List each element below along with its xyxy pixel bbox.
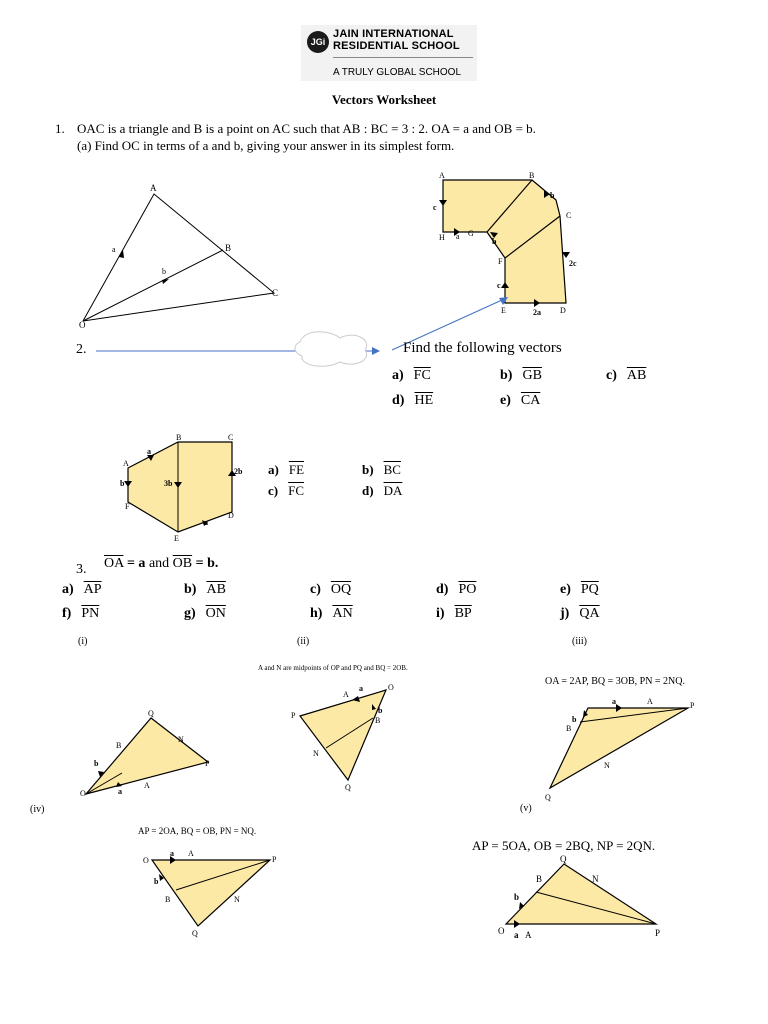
q1-number: 1.	[55, 121, 65, 136]
tri-iii-b-vec: b	[572, 715, 577, 724]
fig1-label-b-point: B	[225, 243, 232, 253]
q2-number: 2.	[76, 342, 87, 357]
q3-item-j: j) $\overline{QA}$	[560, 606, 600, 621]
fig3-label-2b: 2b	[234, 467, 243, 476]
fig2-label-b-vec: b	[492, 237, 497, 246]
q2-item-d: d) $\overline{HE}$	[392, 393, 434, 408]
tri-iv-p: P	[272, 855, 277, 864]
q3-item-b: b) $\overline{AB}$	[184, 582, 226, 597]
triangle-iv-figure	[140, 844, 290, 940]
fig2-label-a-vec: a	[456, 232, 460, 241]
tri-v-a-vec: a	[514, 930, 519, 940]
tri-i-a: A	[144, 781, 150, 790]
tri-iv-a-vec: a	[170, 849, 174, 858]
fig2-label-f: F	[498, 257, 503, 266]
tri-ii-b-vec: b	[378, 706, 383, 715]
triangle-iii-figure	[540, 694, 710, 804]
q3-item-e: e) $\overline{PQ}$	[560, 582, 599, 597]
fig3-label-e: E	[174, 534, 179, 543]
fig2-label-b: B	[529, 171, 535, 180]
q1-line1: OAC is a triangle and B is a point on AC such that AB : BC = 3 : 2. OA = a and OB = b.	[77, 121, 536, 136]
tri-iv-b: B	[165, 895, 171, 904]
page-title: Vectors Worksheet	[331, 92, 437, 107]
subfig-label-ii: (ii)	[297, 636, 310, 647]
fig2-label-h: H	[439, 233, 445, 242]
school-logo	[301, 25, 477, 81]
fig2-label-e: E	[501, 306, 506, 315]
fig2-label-d: D	[560, 306, 566, 315]
fig2-label-c2-vec: c	[497, 281, 501, 290]
tri-i-p: P	[205, 759, 210, 768]
fig3-label-a-vec: a	[147, 447, 151, 456]
tri-ii-p: P	[291, 711, 296, 720]
q2-heading: Find the following vectors	[403, 340, 562, 356]
fig2-label-c-vec: c	[433, 203, 437, 212]
logo-line1: JAIN INTERNATIONAL	[333, 28, 454, 40]
fig3-label-a: A	[123, 459, 129, 468]
logo-line2: RESIDENTIAL SCHOOL	[333, 40, 460, 52]
tri-v-a: A	[525, 930, 532, 940]
fig1-label-b-vec: b	[162, 267, 166, 276]
fig3-item-a: a) $\overline{FE}$	[268, 462, 305, 477]
subfig-label-i: (i)	[78, 636, 88, 647]
q2-item-a: a) $\overline{FC}$	[392, 368, 431, 383]
triangle-i-figure	[78, 708, 218, 803]
fig2-label-b2-vec: b	[550, 191, 555, 200]
tri-v-o: O	[498, 926, 505, 936]
tri-v-b-vec: b	[514, 892, 520, 902]
tri-ii-b: B	[375, 716, 381, 725]
q3-heading: $\overline{OA} = a$ and $\overline{OB} = b$.	[104, 556, 219, 571]
fig3-label-b: B	[176, 433, 182, 442]
fig2-label-g: G	[468, 229, 474, 238]
q3-item-c: c) $\overline{OQ}$	[310, 582, 352, 597]
fig1-label-a-point: A	[150, 183, 157, 193]
q3-number: 3.	[76, 562, 87, 577]
question-1	[55, 120, 536, 154]
tri-iv-a: A	[188, 849, 194, 858]
tri-iv-q: Q	[192, 929, 198, 938]
q3-item-d: d) $\overline{PO}$	[436, 582, 477, 597]
subfig-label-iv: (iv)	[30, 804, 45, 815]
tri-ii-a-vec: a	[359, 684, 363, 693]
q2-item-b: b) $\overline{GB}$	[500, 368, 542, 383]
tri-iii-q: Q	[545, 793, 551, 802]
subfig-label-v: (v)	[520, 803, 532, 814]
tri-v-b: B	[536, 874, 543, 884]
fig3-label-c: C	[228, 433, 234, 442]
tri-i-a-vec: a	[118, 787, 122, 796]
tri-ii-n: N	[313, 749, 319, 758]
logo-badge: JGi	[307, 31, 329, 53]
tri-i-o: O	[80, 789, 86, 798]
fig3-label-f: F	[125, 502, 130, 511]
tri-i-b: B	[116, 741, 122, 750]
tri-iii-a: A	[647, 697, 653, 706]
fig3-label-b-vec: b	[120, 479, 125, 488]
q3-item-a: a) $\overline{AP}$	[62, 582, 102, 597]
tri-iii-p: P	[690, 701, 695, 710]
note-ii: A and N are midpoints of OP and PQ and BQ = 2OB.	[258, 664, 408, 672]
tri-v-p: P	[655, 928, 661, 938]
q3-item-g: g) $\overline{ON}$	[184, 606, 226, 621]
tri-iv-o: O	[143, 856, 149, 865]
fig1-label-c-point: C	[272, 288, 279, 298]
tri-iii-b: B	[566, 724, 572, 733]
note-iv: AP = 2OA, BQ = OB, PN = NQ.	[138, 826, 257, 836]
tri-i-n: N	[178, 735, 184, 744]
tri-ii-a: A	[343, 690, 349, 699]
triangle-ii-figure	[286, 680, 406, 795]
tri-ii-o: O	[388, 683, 394, 692]
logo-divider	[333, 57, 473, 58]
fig3-item-c: c) $\overline{FC}$	[268, 483, 305, 498]
fig3-item-b: b) $\overline{BC}$	[362, 462, 401, 477]
fig3-label-d: D	[228, 511, 234, 520]
subfig-label-iii: (iii)	[572, 636, 587, 647]
q2-arrows	[0, 290, 768, 370]
tri-i-q: Q	[148, 709, 154, 718]
tri-i-b-vec: b	[94, 759, 99, 768]
fig3-items	[268, 462, 468, 502]
tri-iii-a-vec: a	[612, 697, 616, 706]
hexagon-fill	[128, 442, 232, 532]
fig2-label-a: A	[439, 171, 445, 180]
q2-item-c: c) $\overline{AB}$	[606, 368, 647, 383]
triangle-v-figure	[494, 852, 694, 944]
q2-items	[392, 368, 692, 418]
tri-iv-n: N	[234, 895, 240, 904]
tri-iv-b-vec: b	[154, 877, 159, 886]
fig3-label-a2-vec: a	[204, 518, 208, 527]
logo-tagline: A TRULY GLOBAL SCHOOL	[333, 67, 462, 78]
tri-ii-q: Q	[345, 783, 351, 792]
q3-item-f: f) $\overline{PN}$	[62, 606, 100, 621]
fig1-label-a-vec: a	[112, 245, 116, 254]
fig2-label-c: C	[566, 211, 572, 220]
fig2-label-2c: 2c	[569, 259, 577, 268]
tri-v-q: Q	[560, 854, 567, 864]
q3-item-i: i) $\overline{BP}$	[436, 606, 472, 621]
tri-iii-n: N	[604, 761, 610, 770]
fig3-item-d: d) $\overline{DA}$	[362, 483, 403, 498]
tri-v-n: N	[592, 874, 599, 884]
hexagon-figure	[116, 430, 256, 545]
fig1-label-o-point: O	[79, 320, 86, 330]
note-iii: OA = 2AP, BQ = 3OB, PN = 2NQ.	[545, 676, 685, 687]
fig3-label-3b: 3b	[164, 479, 173, 488]
q2-item-e: e) $\overline{CA}$	[500, 393, 541, 408]
fig2-label-2a: 2a	[533, 308, 541, 317]
q1-line2: (a) Find OC in terms of a and b, giving your answer in its simplest form.	[77, 138, 455, 153]
note-v: AP = 5OA, OB = 2BQ, NP = 2QN.	[472, 838, 656, 853]
q3-item-h: h) $\overline{AN}$	[310, 606, 353, 621]
q3-items	[62, 582, 722, 628]
